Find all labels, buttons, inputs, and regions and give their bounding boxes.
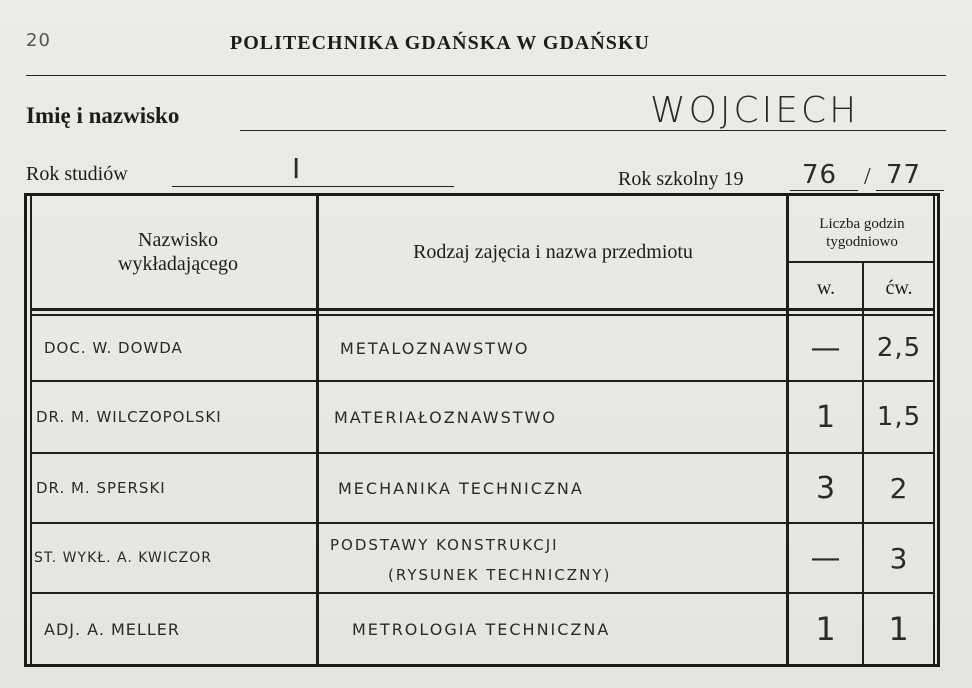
col-divider-1 xyxy=(30,196,32,666)
header-exercises-text: ćw. xyxy=(885,276,913,299)
row-lectures-value: 1 xyxy=(815,399,837,435)
table-row xyxy=(44,596,314,662)
row-exercises-value: 3 xyxy=(889,541,909,575)
year-underline xyxy=(172,186,454,187)
row-line-2 xyxy=(30,452,934,454)
row-subject xyxy=(330,536,559,554)
header-hours-text: Liczba godzin tygodniowo xyxy=(819,216,905,250)
hours-subheader-line xyxy=(789,261,934,263)
table-row xyxy=(44,316,314,380)
row-subject xyxy=(340,316,780,380)
row-line-1 xyxy=(30,380,934,382)
name-label: Imię i nazwisko xyxy=(26,103,180,128)
row-subject-text-2: (RYSUNEK TECHNICZNY) xyxy=(388,566,612,584)
row-lectures xyxy=(790,384,862,450)
school-year-separator: / xyxy=(864,164,871,190)
table-row xyxy=(36,456,314,520)
row-exercises xyxy=(864,456,934,520)
row-lectures xyxy=(790,456,862,520)
row-subject xyxy=(334,384,780,450)
row-subject-text: PODSTAWY KONSTRUKCJI xyxy=(330,536,559,554)
row-lectures-value: — xyxy=(810,540,842,576)
header-subject-text: Rodzaj zajęcia i nazwa przedmiotu xyxy=(413,240,693,263)
header-lectures-text: w. xyxy=(816,276,836,299)
row-line-4 xyxy=(30,592,934,594)
school-year-label: Rok szkolny 19 xyxy=(618,168,744,190)
row-subject-text: METALOZNAWSTWO xyxy=(340,338,530,358)
header-hours xyxy=(790,208,934,258)
row-lecturer: DR. M. WILCZOPOLSKI xyxy=(36,408,222,426)
row-subject-line2 xyxy=(388,566,611,584)
row-subject-text: MATERIAŁOZNAWSTWO xyxy=(334,407,557,427)
row-lectures xyxy=(790,596,862,662)
row-subject-text: METROLOGIA TECHNICZNA xyxy=(352,619,611,639)
row-lecturer: DR. M. SPERSKI xyxy=(36,479,166,497)
row-exercises xyxy=(864,316,934,380)
header-bottom-line xyxy=(30,308,934,311)
table-row xyxy=(36,384,314,450)
row-lectures xyxy=(790,526,862,590)
school-year-start: 76 xyxy=(802,160,838,190)
col-divider-2 xyxy=(316,196,319,666)
table-row xyxy=(34,526,314,590)
row-lecturer: ST. WYKŁ. A. KWICZOR xyxy=(34,550,213,566)
institution-title: POLITECHNIKA GDAŃSKA W GDAŃSKU xyxy=(230,32,650,54)
row-exercises xyxy=(864,596,934,662)
row-exercises-value: 2,5 xyxy=(876,333,922,363)
row-lectures-value: — xyxy=(810,330,842,366)
row-lectures xyxy=(790,316,862,380)
name-value: WOJCIECH xyxy=(650,90,860,131)
row-exercises-value: 1,5 xyxy=(876,402,922,432)
header-lectures xyxy=(790,270,862,306)
col-divider-3 xyxy=(786,196,789,666)
row-lecturer: ADJ. A. MELLER xyxy=(44,619,180,639)
row-exercises xyxy=(864,384,934,450)
row-exercises xyxy=(864,526,934,590)
year-value: I xyxy=(292,152,302,185)
header-subject xyxy=(320,222,786,282)
page-number: 20 xyxy=(26,30,51,51)
row-lectures-value: 1 xyxy=(815,610,837,648)
row-lecturer: DOC. W. DOWDA xyxy=(44,339,183,357)
header-lecturer xyxy=(60,222,296,282)
row-lectures-value: 3 xyxy=(815,470,837,506)
school-year-underline-2 xyxy=(876,190,944,191)
year-label: Rok studiów xyxy=(26,163,128,185)
header-lecturer-text: Nazwisko wykładającego xyxy=(118,229,238,275)
row-exercises-value: 1 xyxy=(888,610,910,648)
row-subject-text: MECHANIKA TECHNICZNA xyxy=(338,478,584,498)
row-line-3 xyxy=(30,522,934,524)
row-subject xyxy=(338,456,780,520)
school-year-underline-1 xyxy=(790,190,858,191)
header-rule xyxy=(26,75,946,76)
row-subject xyxy=(352,596,780,662)
school-year-end: 77 xyxy=(886,160,922,190)
row-exercises-value: 2 xyxy=(889,471,909,505)
header-exercises xyxy=(864,270,934,306)
